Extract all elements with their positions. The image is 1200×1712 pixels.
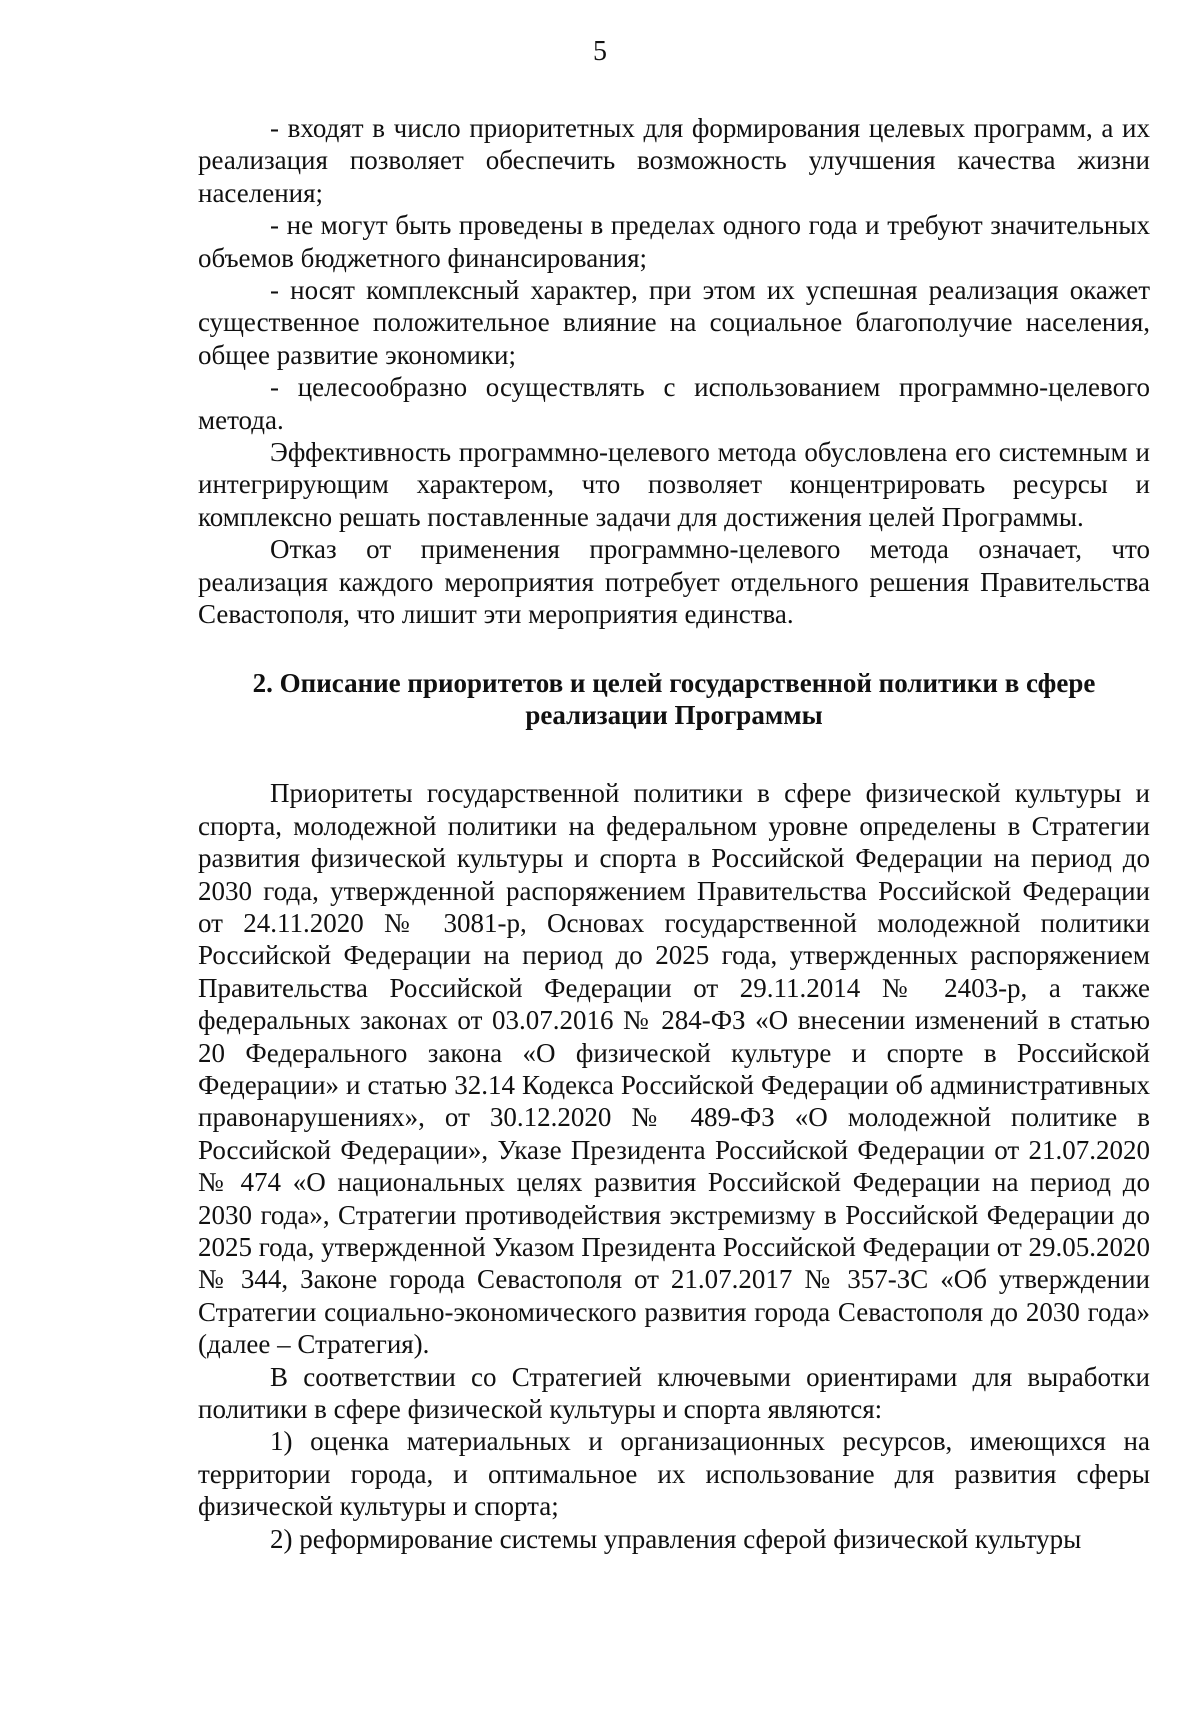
section-heading: 2. Описание приоритетов и целей государственной политики в сфере реализации Программы — [252, 667, 1096, 730]
list-item-budget-financing: - не могут быть проведены в пределах одного года и требуют значительных объемов бюджетного финансирования; — [198, 210, 1150, 273]
paragraph-method-refusal: Отказ от применения программно-целевого метода означает, что реализация каждого мероприятия потребует отдельного решения Правительства Севастополя, что лишит эти мероприятия единства. — [198, 534, 1150, 630]
list-item-complex-character: - носят комплексный характер, при этом их успешная реализация окажет существенное положительное влияние на социальное благополучие населения, общее развитие экономики; — [198, 275, 1150, 370]
list-item-program-target-method: - целесообразно осуществлять с использованием программно-целевого метода. — [198, 372, 1150, 435]
document-body — [198, 112, 1150, 1555]
paragraph-strategy-guidelines: В соответствии со Стратегией ключевыми ориентирами для выработки политики в сфере физической культуры и спорта являются: — [198, 1361, 1150, 1425]
list-item-priority-programs: - входят в число приоритетных для формирования целевых программ, а их реализация позволяет обеспечить возможность улучшения качества жизни населения; — [198, 113, 1150, 208]
list-item-resource-assessment: 1) оценка материальных и организационных ресурсов, имеющихся на территории города, и оптимальное их использование для развития сферы физической культуры и спорта; — [198, 1426, 1150, 1522]
paragraph-policy-priorities: Приоритеты государственной политики в сфере физической культуры и спорта, молодежной политики на федеральном уровне определены в Стратегии развития физической культуры и спорта в Российской Федерации на период до 2030 года, утвержденной распоряжением Правительства Российской Федерации от 24.11.2020 № 3081-р, Основах государственной молодежной политики Российской Федерации на период до 2025 года, утвержденных распоряжением Правительства Российской Федерации от 29.11.2014 № 2403-р, а также федеральных законах от 03.07.2016 № 284-ФЗ «О внесении изменений в статью 20 Федерального закона «О физической культуре и спорте в Российской Федерации» и статью 32.14 Кодекса Российской Федерации об административных правонарушениях», от 30.12.2020 № 489-ФЗ «О молодежной политике в Российской Федерации», Указе Президента Российской Федерации от 21.07.2020 № 474 «О национальных целях развития Российской Федерации на период до 2030 года», Стратегии противодействия экстремизму в Российской Федерации до 2025 года, утвержденной Указом Президента Российской Федерации от 29.05.2020 № 344, Законе города Севастополя от 21.07.2017 № 357-ЗС «Об утверждении Стратегии социально-экономического развития города Севастополя до 2030 года» (далее – Стратегия). — [198, 778, 1150, 1360]
page-number: 5 — [593, 36, 607, 67]
list-item-management-reform: 2) реформирование системы управления сферой физической культуры — [270, 1523, 1082, 1554]
paragraph-method-efficiency: Эффективность программно-целевого метода обусловлена его системным и интегрирующим характером, что позволяет концентрировать ресурсы и комплексно решать поставленные задачи для достижения целей Программы. — [198, 437, 1150, 532]
